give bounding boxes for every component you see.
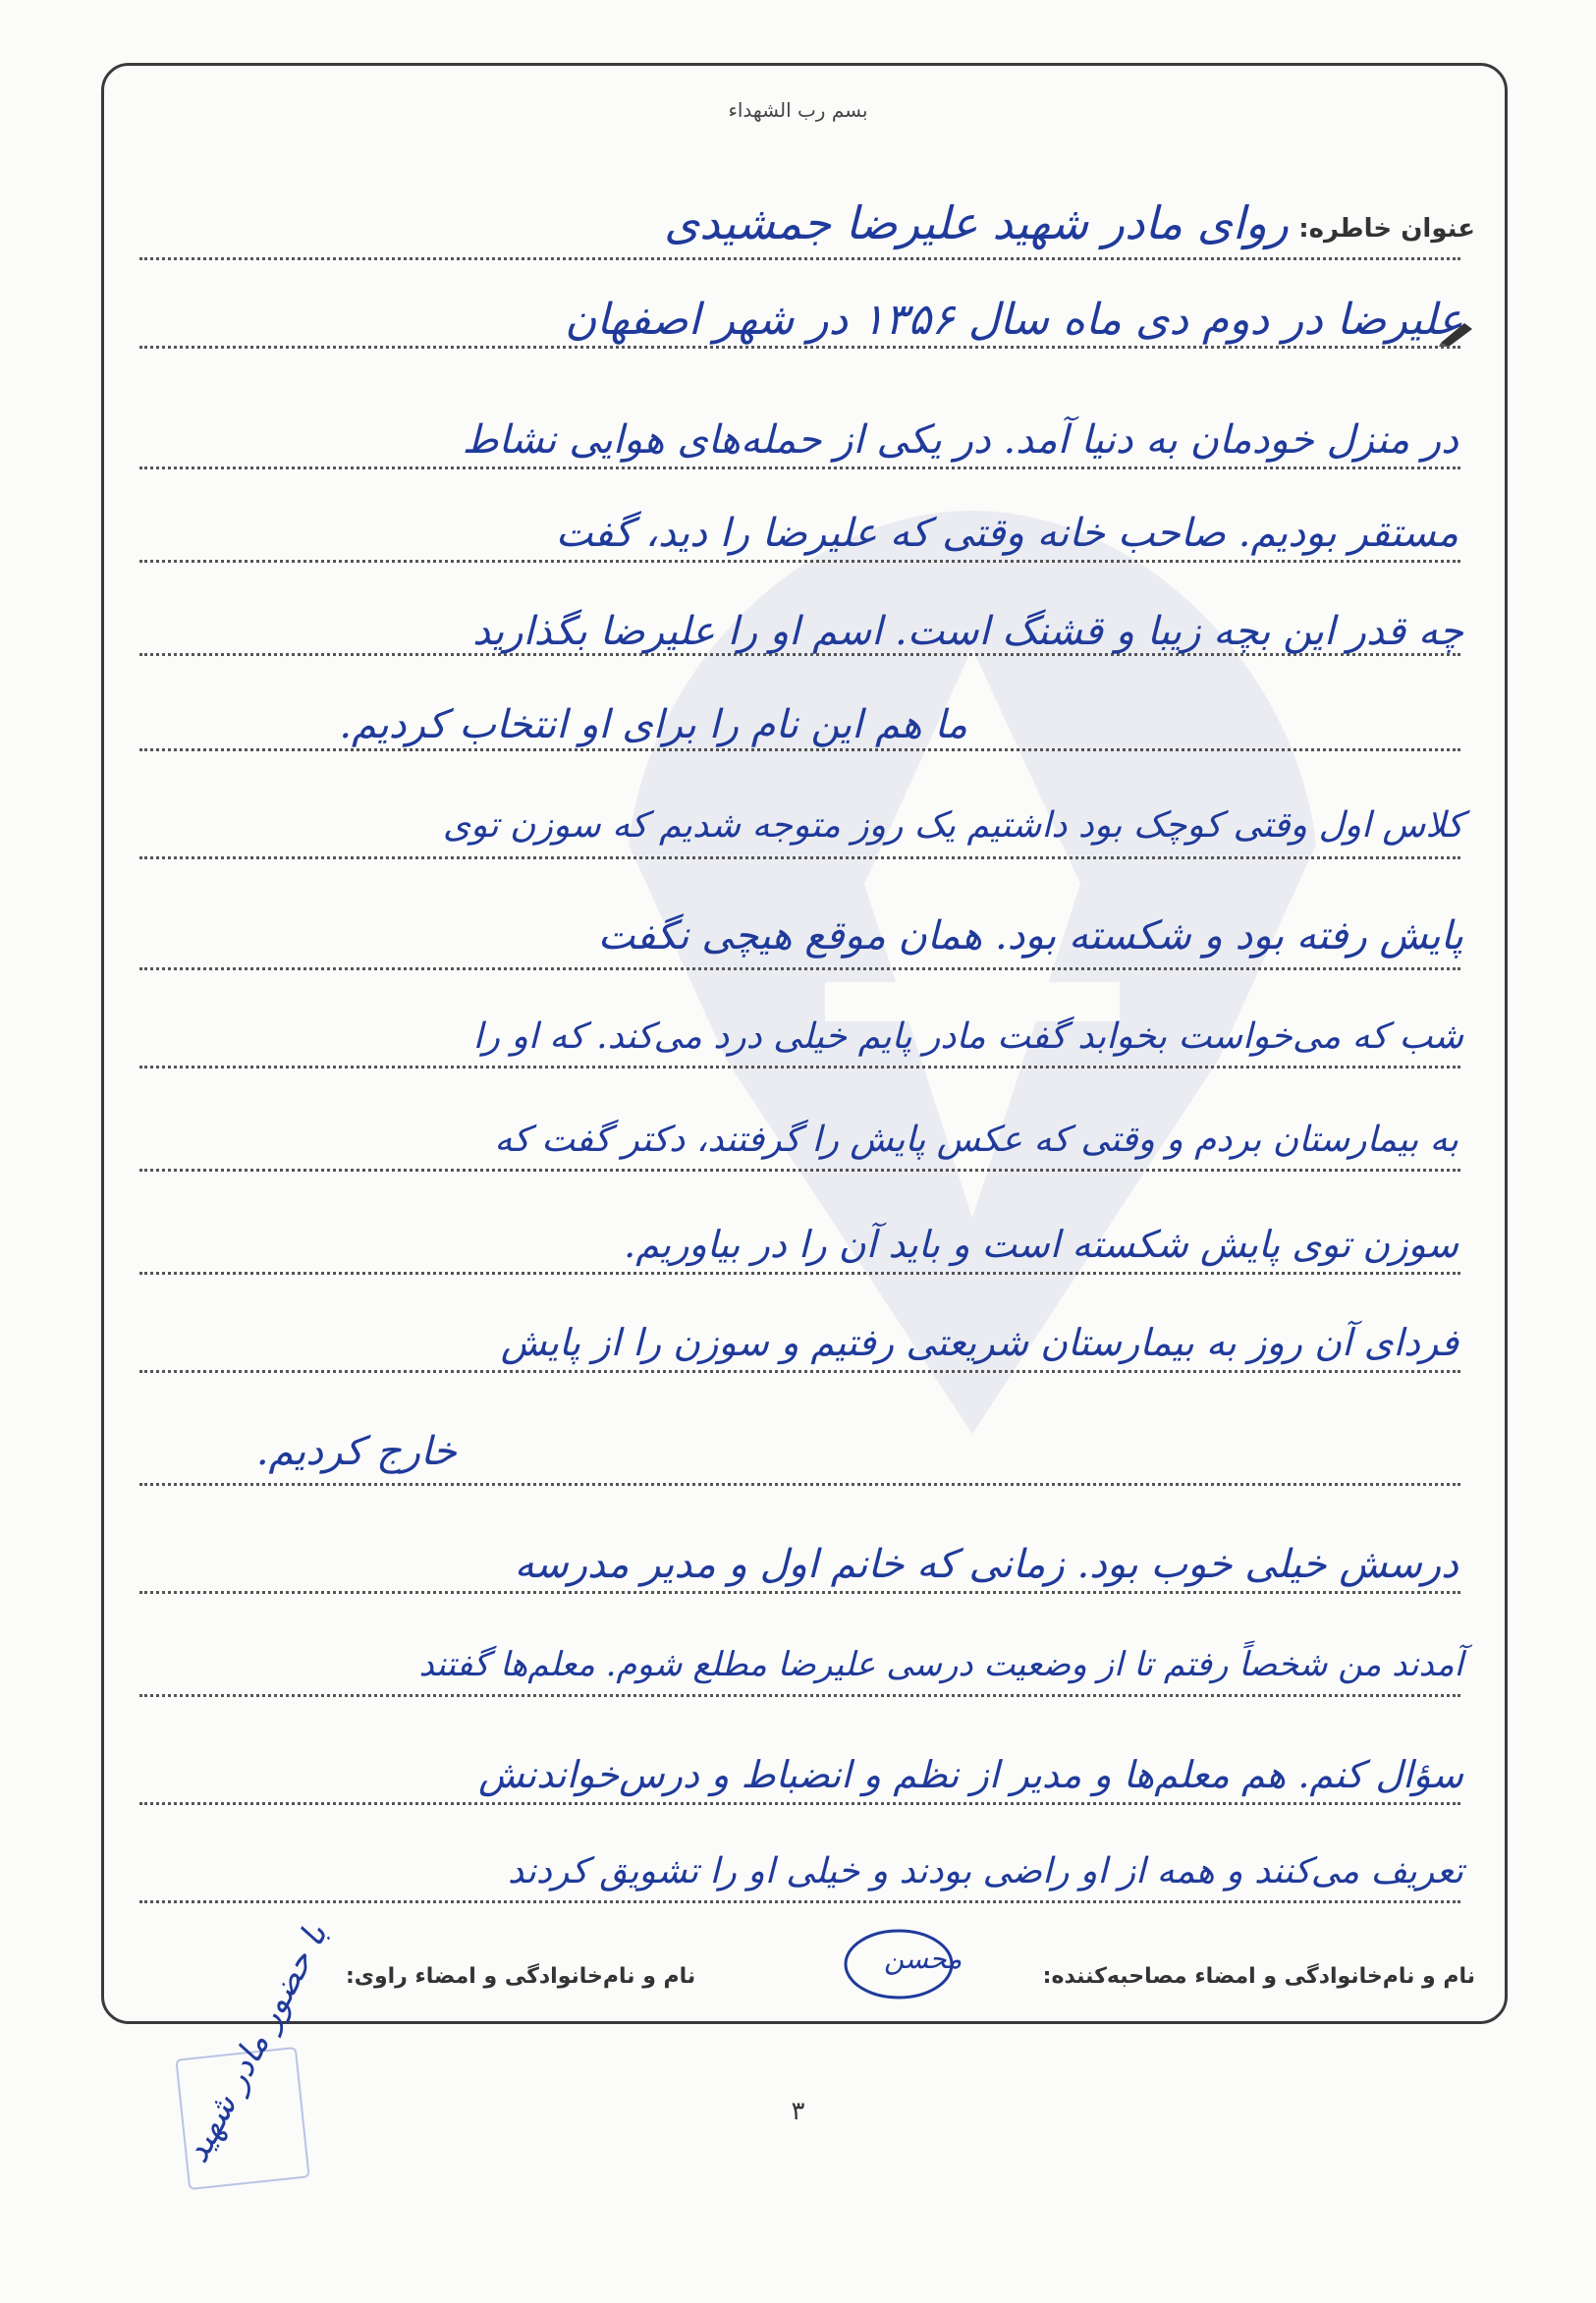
writing-line — [139, 346, 1460, 349]
interviewer-signature: محسن — [884, 1943, 963, 1975]
writing-line — [139, 967, 1460, 970]
page-number: ۳ — [791, 2097, 805, 2126]
page-header-basmala: بسم رب الشهداء — [728, 98, 868, 122]
writing-line — [139, 1066, 1460, 1069]
writing-line — [139, 1272, 1460, 1275]
form-footer — [139, 1964, 1475, 2003]
handwritten-line: خارج کردیم. — [255, 1429, 457, 1474]
handwritten-line: فردای آن روز به بیمارستان شریعتی رفتیم و سوزن را از پایش — [500, 1321, 1458, 1364]
margin-handwritten-note: با حضور مادر شهید — [177, 1917, 336, 2169]
memory-title-row — [139, 196, 1475, 265]
handwritten-line: علیرضا در دوم دی ماه سال ۱۳۵۶ در شهر اصفهان — [565, 295, 1463, 345]
handwritten-line: ما هم این نام را برای او انتخاب کردیم. — [339, 702, 967, 747]
handwritten-line: سؤال کنم. هم معلم‌ها و مدیر از نظم و انضباط و درس‌خواندنش — [478, 1753, 1463, 1796]
handwritten-line: آمدند من شخصاً رفتم تا از وضعیت درسی علیرضا مطلع شوم. معلم‌ها گفتند — [418, 1645, 1463, 1684]
writing-line — [139, 1694, 1460, 1697]
writing-line — [139, 1169, 1460, 1172]
writing-line — [139, 466, 1460, 469]
handwritten-line: چه قدر این بچه زیبا و قشنگ است. اسم او را علیرضا بگذارید — [472, 609, 1463, 654]
memory-title-value: روای مادر شهید علیرضا جمشیدی — [664, 196, 1289, 249]
handwritten-line: کلاس اول وقتی کوچک بود داشتیم یک روز متوجه شدیم که سوزن توی — [442, 805, 1463, 846]
handwritten-line: شب که می‌خواست بخوابد گفت مادر پایم خیلی درد می‌کند. که او را — [472, 1016, 1463, 1057]
handwritten-line: سوزن توی پایش شکسته است و باید آن را در بیاوریم. — [624, 1223, 1458, 1266]
writing-line — [139, 1900, 1460, 1903]
handwritten-line: به بیمارستان بردم و وقتی که عکس پایش را گرفتند، دکتر گفت که — [494, 1120, 1458, 1160]
writing-line — [139, 748, 1460, 751]
handwritten-line: در منزل خودمان به دنیا آمد. در یکی از حمله‌های هوایی نشاط — [462, 417, 1458, 463]
writing-line — [139, 1591, 1460, 1594]
writing-line — [139, 1802, 1460, 1805]
narrator-signature-label: نام و نام‌خانوادگی و امضاء راوی: — [346, 1964, 696, 1989]
writing-line — [139, 1483, 1460, 1486]
interviewer-signature-label: نام و نام‌خانوادگی و امضاء مصاحبه‌کننده: — [1042, 1964, 1475, 1989]
writing-line — [139, 257, 1460, 260]
handwritten-line: تعریف می‌کنند و همه از او راضی بودند و خیلی او را تشویق کردند — [507, 1851, 1463, 1892]
handwritten-line: مستقر بودیم. صاحب خانه وقتی که علیرضا را دید، گفت — [555, 511, 1458, 556]
memory-title-label: عنوان خاطره: — [1298, 214, 1475, 244]
handwritten-line: درسش خیلی خوب بود. زمانی که خانم اول و مدیر مدرسه — [514, 1542, 1458, 1587]
writing-line — [139, 560, 1460, 563]
writing-line — [139, 1370, 1460, 1373]
handwritten-line: پایش رفته بود و شکسته بود. همان موقع هیچی نگفت — [597, 913, 1463, 959]
writing-line — [139, 856, 1460, 859]
